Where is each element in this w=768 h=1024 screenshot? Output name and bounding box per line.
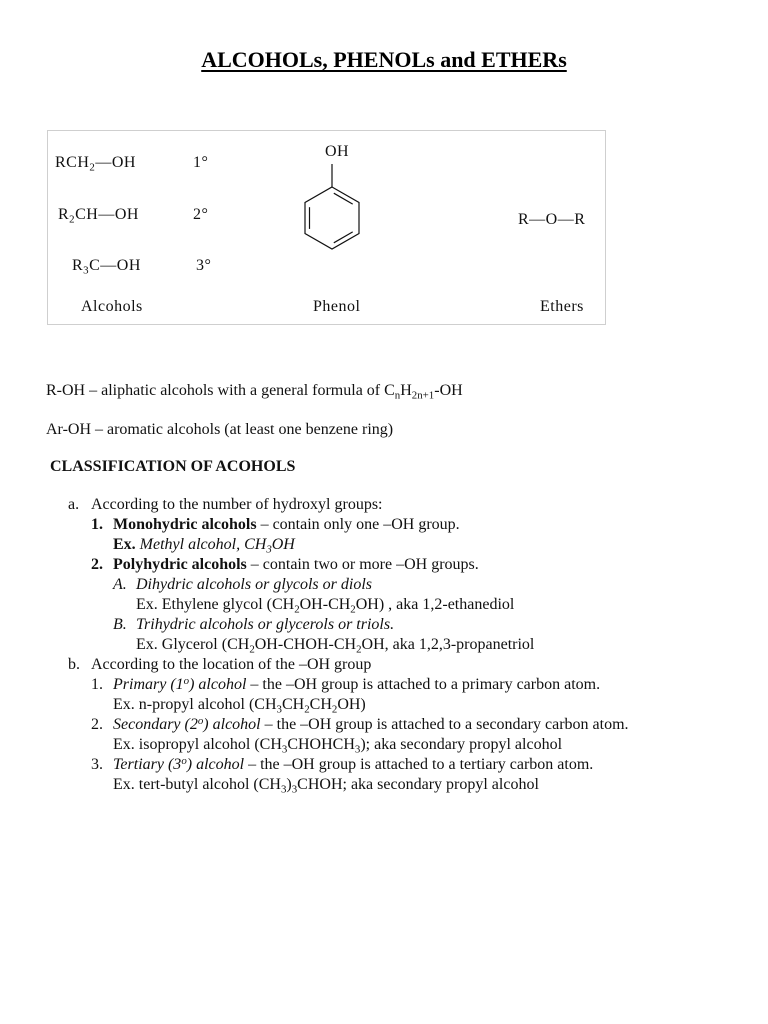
- text-run: Secondary (2: [113, 716, 198, 733]
- subscript: 2: [350, 603, 356, 616]
- structure-figure: [47, 130, 606, 325]
- formula-part: R: [72, 257, 84, 274]
- list-item-polyhydric: [91, 555, 479, 575]
- tertiary-alcohol-formula: [72, 256, 141, 276]
- example-line: [113, 535, 295, 555]
- formula-part: R: [58, 206, 70, 223]
- list-marker: 1.: [91, 676, 103, 693]
- subscript: 3: [276, 703, 282, 716]
- example-line: [113, 695, 366, 715]
- text-run: CH: [309, 696, 332, 713]
- phenol-oh-label: OH: [325, 143, 350, 160]
- text-run: H: [400, 382, 412, 399]
- description: – the –OH group is attached to a primary carbon atom.: [246, 676, 601, 693]
- subscript: 3: [354, 743, 361, 756]
- superscript: o: [181, 755, 187, 768]
- formula-part: RCH: [55, 154, 90, 171]
- description: – the –OH group is attached to a secondary carbon atom.: [260, 716, 629, 733]
- double-bond-line: [334, 193, 353, 204]
- text-run: Ex. isopropyl alcohol (CH: [113, 736, 282, 753]
- superscript: o: [197, 715, 204, 728]
- list-marker: b.: [68, 656, 80, 673]
- list-marker: a.: [68, 496, 80, 513]
- subscript: 3: [266, 543, 272, 556]
- text-run: ) alcohol: [186, 756, 245, 773]
- caption-ethers: Ethers: [540, 298, 584, 315]
- caption-phenol: Phenol: [313, 298, 361, 315]
- formula-part: CH—OH: [75, 206, 139, 223]
- benzene-ring: [290, 155, 375, 255]
- text-run: Ex. Ethylene glycol (CH: [136, 596, 295, 613]
- superscript: o: [183, 675, 190, 688]
- list-item-text: According to the location of the –OH group: [91, 656, 372, 673]
- secondary-alcohol-formula: [58, 205, 139, 225]
- text-run: Ex. tert-butyl alcohol (CH: [113, 776, 281, 793]
- secondary-degree-label: 2°: [193, 206, 209, 223]
- formula-subscript: 2: [69, 213, 76, 226]
- definition-aromatic: Ar-OH – aromatic alcohols (at least one benzene ring): [46, 421, 394, 438]
- example-line: [113, 775, 539, 795]
- example-line: [136, 635, 534, 655]
- text-run: CH: [281, 696, 305, 713]
- list-item-text: Trihydric alcohols or glycerols or triols.: [136, 616, 395, 633]
- subscript: n: [394, 389, 401, 402]
- description: – the –OH group is attached to a tertiary carbon atom.: [244, 756, 594, 773]
- example-label: Ex.: [113, 536, 136, 553]
- ring-outline: [305, 187, 359, 249]
- subscript: 3: [280, 783, 287, 796]
- text-run: OH): [337, 696, 366, 713]
- subscript: 2: [356, 643, 362, 656]
- term: [113, 716, 261, 733]
- list-marker: 1.: [91, 516, 103, 533]
- term: [113, 756, 244, 773]
- formula-subscript: 2: [89, 161, 96, 174]
- subscript: 3: [291, 783, 298, 796]
- double-bond-line: [334, 232, 353, 243]
- primary-alcohol-formula: [55, 153, 136, 173]
- list-item-text: Dihydric alcohols or glycols or diols: [136, 576, 372, 593]
- text-run: Methyl alcohol, CH: [139, 536, 267, 553]
- list-marker: A.: [113, 576, 127, 593]
- section-heading: CLASSIFICATION OF ACOHOLS: [50, 458, 296, 475]
- formula-subscript: 3: [83, 264, 90, 277]
- example-line: [136, 595, 514, 615]
- formula-part: C—OH: [89, 257, 141, 274]
- term: Monohydric alcohols: [113, 516, 257, 533]
- subscript: 2: [304, 703, 310, 716]
- list-marker: B.: [113, 616, 127, 633]
- primary-degree-label: 1°: [193, 154, 209, 171]
- list-item-secondary: [91, 715, 629, 735]
- text-run: Primary (1: [113, 676, 184, 693]
- text-run: Tertiary (3: [113, 756, 182, 773]
- list-item-b: [68, 655, 371, 675]
- text-run: OH) , aka 1,2-ethanediol: [355, 596, 515, 613]
- formula-part: —OH: [95, 154, 136, 171]
- text-run: Ex. Glycerol (CH: [136, 636, 250, 653]
- text-run: ): [286, 776, 292, 793]
- list-item-monohydric: [91, 515, 460, 535]
- description: – contain two or more –OH groups.: [246, 556, 479, 573]
- text-run: -OH: [434, 382, 463, 399]
- text-run: ) alcohol: [189, 676, 247, 693]
- tertiary-degree-label: 3°: [196, 257, 212, 274]
- subscript: 2: [294, 603, 300, 616]
- list-item-trihydric: [113, 615, 394, 635]
- caption-alcohols: Alcohols: [81, 298, 143, 315]
- subscript: 3: [281, 743, 288, 756]
- definition-aliphatic: [46, 381, 463, 401]
- example-line: [113, 735, 562, 755]
- subscript: 2n+1: [411, 389, 435, 402]
- list-marker: 3.: [91, 756, 103, 773]
- text-run: ) alcohol: [203, 716, 261, 733]
- text-run: OH-CHOH-CH: [254, 636, 357, 653]
- text-run: R-OH – aliphatic alcohols with a general formula of C: [46, 382, 395, 399]
- list-item-a: [68, 495, 383, 515]
- subscript: 2: [249, 643, 255, 656]
- text-run: CHOHCH: [287, 736, 355, 753]
- text-run: Ex. n-propyl alcohol (CH: [113, 696, 277, 713]
- list-marker: 2.: [91, 716, 103, 733]
- list-item-tertiary: [91, 755, 593, 775]
- list-item-text: According to the number of hydroxyl groups:: [91, 496, 383, 513]
- term: Polyhydric alcohols: [113, 556, 247, 573]
- list-marker: 2.: [91, 556, 103, 573]
- text-run: OH: [271, 536, 295, 553]
- example-text: [139, 536, 295, 556]
- text-run: OH, aka 1,2,3-propanetriol: [361, 636, 535, 653]
- text-run: CHOH; aka secondary propyl alcohol: [297, 776, 539, 793]
- description: – contain only one –OH group.: [256, 516, 460, 533]
- term: [113, 676, 246, 693]
- subscript: 2: [331, 703, 338, 716]
- page-title: ALCOHOLs, PHENOLs and ETHERs: [201, 47, 567, 72]
- text-run: OH-CH: [299, 596, 351, 613]
- list-item-primary: [91, 675, 600, 695]
- text-run: ); aka secondary propyl alcohol: [360, 736, 563, 753]
- list-item-dihydric: [113, 575, 372, 595]
- ether-formula: R—O—R: [518, 211, 586, 228]
